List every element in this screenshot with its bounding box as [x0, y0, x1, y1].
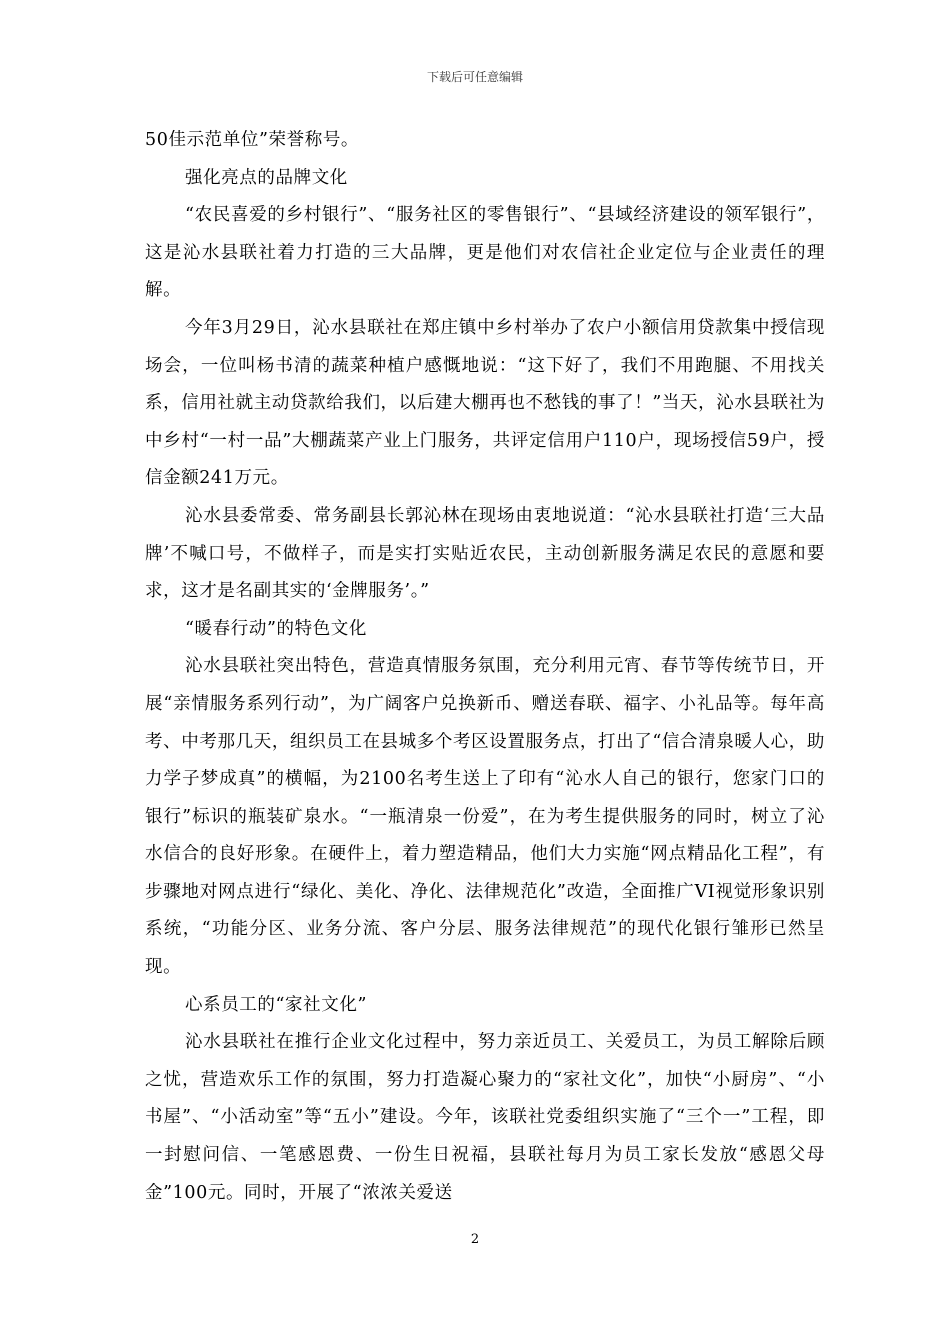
section-heading: “暖春行动”的特色文化 [185, 618, 367, 639]
paragraph: 今年3月29日，沁水县联社在郑庄镇中乡村举办了农户小额信用贷款集中授信现场会，一位叫杨书清的蔬菜种植户感慨地说：“这下好了，我们不用跑腿、不用找关系，信用社就主动贷款给我们，以后建大棚再也不愁钱的事了！”当天，沁水县联社为中乡村“一村一品”大棚蔬菜产业上门服务，共评定信用户110户，现场授信59户，授信金额241万元。 [145, 317, 825, 489]
document-body [145, 122, 825, 1212]
paragraph: 沁水县委常委、常务副县长郭沁林在现场由衷地说道：“沁水县联社打造‘三大品牌’不喊口号，不做样子，而是实打实贴近农民，主动创新服务满足农民的意愿和要求，这才是名副其实的‘金牌服务’。” [145, 505, 825, 602]
paragraph: 沁水县联社突出特色，营造真情服务氛围，充分利用元宵、春节等传统节日，开展“亲情服务系列行动”，为广阔客户兑换新币、赠送春联、福字、小礼品等。每年高考、中考那几天，组织员工在县城多个考区设置服务点，打出了“信合清泉暖人心，助力学子梦成真”的横幅，为2100名考生送上了印有“沁水人自己的银行，您家门口的银行”标识的瓶装矿泉水。“一瓶清泉一份爱”，在为考生提供服务的同时，树立了沁水信合的良好形象。在硬件上，着力塑造精品，他们大力实施“网点精品化工程”，有步骤地对网点进行“绿化、美化、净化、法律规范化”改造，全面推广VI视觉形象识别系统，“功能分区、业务分流、客户分层、服务法律规范”的现代化银行雏形已然呈现。 [145, 656, 825, 978]
paragraph: 沁水县联社在推行企业文化过程中，努力亲近员工、关爱员工，为员工解除后顾之忧，营造欢乐工作的氛围，努力打造凝心聚力的“家社文化”，加快“小厨房”、“小书屋”、“小活动室”等“五小”建设。今年，该联社党委组织实施了“三个一”工程，即一封慰问信、一笔感恩费、一份生日祝福，县联社每月为员工家长发放“感恩父母金”100元。同时，开展了“浓浓关爱送 [145, 1032, 825, 1203]
page-number: 2 [470, 1232, 480, 1247]
paragraph: “农民喜爱的乡村银行”、“服务社区的零售银行”、“县域经济建设的领军银行”，这是沁水县联社着力打造的三大品牌，更是他们对农信社企业定位与企业责任的理解。 [145, 205, 825, 301]
section-heading: 强化亮点的品牌文化 [185, 167, 348, 188]
paragraph: 50佳示范单位”荣誉称号。 [145, 130, 360, 150]
page-header: 下载后可任意编辑 [426, 70, 523, 84]
section-heading: 心系员工的“家社文化” [185, 994, 367, 1015]
